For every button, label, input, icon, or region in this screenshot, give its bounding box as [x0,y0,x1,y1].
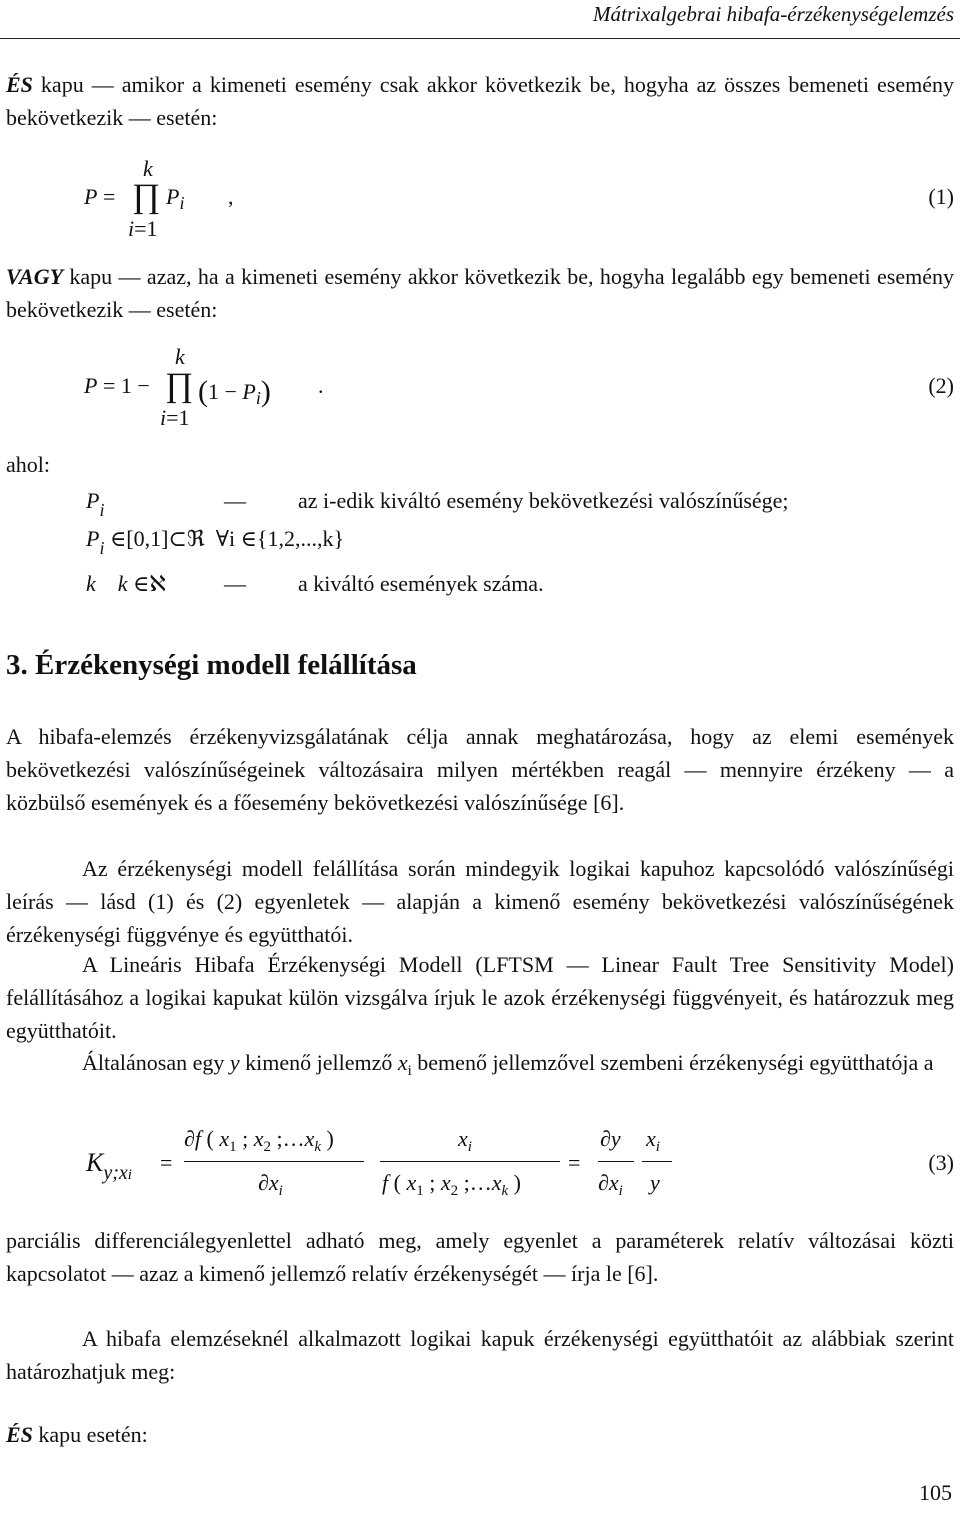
page: Mátrixalgebrai hibafa-érzékenységelemzés ÉS kapu — amikor a kimeneti esemény csak akkor következik be, hogyha az összes bemeneti esemény bekövetkezik — esetén: k P = ∏ $P_i$ , i=1 (1) VAGY kapu — azaz, ha a kimeneti esemény akkor következik be, hogyha legalább egy bemeneti esemény bekövetkezik — esetén: k P = 1 − ∏ $(1 - P_i)$ . i=1 (2) ahol: $P_i$ — az i-edik kiváltó esemény bekövetkezési valószínűsége; $P_i$ ∈[0,1]⊂ℜ ∀i ∈{1,2,...,k} k k ∈ℵ — a kiváltó események száma. 3. Érzékenységi modell felállítása A hibafa-elemzés érzékenyvizsgálatának célja annak meghatározása, hogy az elemi események bekövetkezési valószínűségeinek változásaira milyen mértékben reagál — mennyire érzékeny — a közbülső események és a főesemény bekövetkezési valószínűsége [6]. Az érzékenységi modell felállítása során mindegyik logikai kapuhoz kapcsolódó valószínűségi leírás — lásd (1) és (2) egyenletek — alapján a kimenő esemény bekövetkezési valószínűségének érzékenységi függvénye és együtthatói. A Lineáris Hibafa Érzékenységi Modell (LFTSM — Linear Fault Tree Sensitivity Model) felállításához a logikai kapukat külön vizsgálva írjuk le azok érzékenységi függvényeit, és határozzuk meg együtthatóit. Általánosan egy y kimenő jellemző $x_i$ bemenő jellemzővel szembeni érzékenységi együtthatója a Ky;xi = ∂f ( $x_1$ ; $x_2$ $;\dots x_k$ ) $\partial x_i$ $x_i$ f ( $x_1$ ; $x_2$ $;\dots x_k$ ) = ∂y $\partial x_i$ $x_i$ y (3) parciális differenciálegyenlettel adható meg, amely egyenlet a paraméterek relatív változásai közti kapcsolatot — azaz a kimenő jellemző relatív érzékenységét — írja le [6]. A hibafa elemzéseknél alkalmazott logikai kapuk érzékenységi együtthatóit az alábbiak szerint határozhatjuk meg: ÉS kapu esetén: 105 [0,0,960,1519]
section-heading: 3. Érzékenységi modell felállítása [6,649,417,681]
paragraph-3: A Lineáris Hibafa Érzékenységi Modell (LFTSM — Linear Fault Tree Sensitivity Model) felállításához a logikai kapukat külön vizsgálva írjuk le azok érzékenységi függvényeit, és határozzuk meg együtthatóit. [6,952,954,1043]
paragraph-2: Az érzékenységi modell felállítása során mindegyik logikai kapuhoz kapcsolódó valószínűségi leírás — lásd (1) és (2) egyenletek — alapján a kimenő esemény bekövetkezési valószínűségének érzékenységi függvénye és együtthatói. [6,856,954,947]
running-header: Mátrixalgebrai hibafa-érzékenységelemzés [593,2,954,26]
and-gate-text: kapu — amikor a kimeneti esemény csak akkor következik be, hogyha az összes bemeneti esemény bekövetkezik — esetén: [6,72,954,130]
equation-3-number: (3) [928,1150,954,1175]
where-row1-desc: az i-edik kiváltó esemény bekövetkezési valószínűsége; [298,488,789,513]
page-number: 105 [919,1480,952,1505]
where-row3-desc: a kiváltó események száma. [298,571,544,596]
or-gate-lead: VAGY [6,264,64,289]
paragraph-1: A hibafa-elemzés érzékenyvizsgálatának célja annak meghatározása, hogy az elemi események bekövetkezési valószínűségeinek változásaira milyen mértékben reagál — mennyire érzékeny — a közbülső események és a főesemény bekövetkezési valószínűsége [6]. [6,724,954,815]
equation-1-number: (1) [928,184,954,209]
paragraph-and-gate-2 [6,1418,954,1451]
where-label: ahol: [6,452,50,477]
paragraph-5: parciális differenciálegyenlettel adható meg, amely egyenlet a paraméterek relatív változásai közti kapcsolatot — azaz a kimenő jellemző relatív érzékenységét — írja le [6]. [6,1228,954,1286]
and-gate-2-text: kapu esetén: [32,1422,148,1447]
paragraph-6: A hibafa elemzéseknél alkalmazott logikai kapuk érzékenységi együtthatóit az alábbiak szerint határozhatjuk meg: [6,1326,954,1384]
paragraph-4: Általánosan egy y kimenő jellemző $x_i$ bemenő jellemzővel szembeni érzékenységi együtthatója a [82,1050,934,1079]
paragraph-or-gate [6,260,954,326]
and-gate-2-lead: ÉS [6,1422,33,1447]
and-gate-lead: ÉS [6,72,33,97]
or-gate-text: kapu — azaz, ha a kimeneti esemény akkor következik be, hogyha legalább egy bemeneti esemény bekövetkezik — esetén: [6,264,954,322]
paragraph-and-gate [6,68,954,134]
equation-2-number: (2) [928,373,954,398]
header-rule [0,38,960,39]
